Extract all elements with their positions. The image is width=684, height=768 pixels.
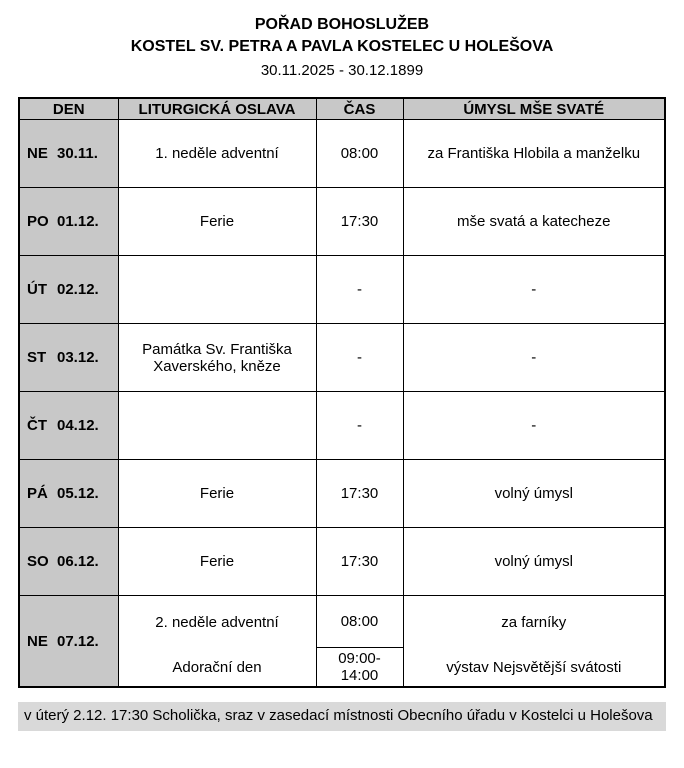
cell-umysl: volný úmysl [403,460,665,528]
header-row [19,98,665,120]
table-row [19,324,665,392]
table-row [19,460,665,528]
day-date: 05.12. [57,485,99,503]
day-abbrev: PO [27,213,49,231]
page-subtitle: KOSTEL SV. PETRA A PAVLA KOSTELEC U HOLEŠOVA [130,38,554,56]
table-row [19,256,665,324]
cell-oslava: Památka Sv. Františka Xaverského, kněze [118,324,316,392]
column-header-umysl: ÚMYSL MŠE SVATÉ [403,98,665,120]
cell-oslava: Ferie [118,460,316,528]
cell-den [19,120,118,188]
cell-umysl: - [403,256,665,324]
day-abbrev: NE [27,632,48,650]
day-date: 02.12. [57,281,99,299]
cell-den [19,392,118,460]
cell-umysl: - [403,392,665,460]
column-header-den: DEN [19,98,118,120]
cell-oslava-secondary: Adorační den [118,648,316,688]
cell-oslava [118,392,316,460]
cell-umysl: za Františka Hlobila a manželku [403,120,665,188]
table-row [19,188,665,256]
table-row [19,120,665,188]
cell-oslava [118,256,316,324]
title-block [18,14,666,81]
day-date: 30.11. [57,145,98,163]
cell-cas: 08:00 [316,596,403,648]
cell-den [19,528,118,596]
page-title: POŘAD BOHOSLUŽEB [254,16,430,33]
cell-den [19,596,118,688]
date-range: 30.11.2025 - 30.12.1899 [260,61,424,79]
cell-umysl: volný úmysl [403,528,665,596]
cell-oslava: 2. neděle adventní [118,596,316,648]
cell-umysl-secondary: výstav Nejsvětější svátosti [403,648,665,688]
day-abbrev: ÚT [27,281,47,299]
cell-cas: 17:30 [316,460,403,528]
cell-umysl: - [403,324,665,392]
cell-den [19,460,118,528]
table-header [19,98,665,120]
cell-den [19,188,118,256]
day-date: 03.12. [57,349,99,367]
cell-umysl: mše svatá a katecheze [403,188,665,256]
cell-cas: 17:30 [316,528,403,596]
cell-cas: - [316,256,403,324]
day-abbrev: PÁ [27,485,48,503]
cell-oslava: Ferie [118,188,316,256]
day-abbrev: ST [27,349,47,367]
cell-cas: 17:30 [316,188,403,256]
cell-oslava: 1. neděle adventní [118,120,316,188]
column-header-oslava: LITURGICKÁ OSLAVA [118,98,316,120]
day-abbrev: NE [27,145,48,163]
column-header-cas: ČAS [316,98,403,120]
cell-umysl: za farníky [403,596,665,648]
cell-den [19,324,118,392]
schedule-table [18,97,666,689]
footer-note: v úterý 2.12. 17:30 Scholička, sraz v zasedací místnosti Obecního úřadu v Kostelci u Holešova [18,702,666,731]
table-row [19,596,665,648]
day-date: 06.12. [57,553,99,571]
day-abbrev: SO [27,553,49,571]
cell-cas: - [316,392,403,460]
day-date: 01.12. [57,213,99,231]
cell-oslava: Ferie [118,528,316,596]
cell-cas-secondary: 09:00-14:00 [316,648,403,688]
table-row [19,528,665,596]
cell-den [19,256,118,324]
cell-cas: - [316,324,403,392]
day-date: 07.12. [57,632,99,650]
day-abbrev: ČT [27,417,47,435]
table-row [19,392,665,460]
cell-cas: 08:00 [316,120,403,188]
day-date: 04.12. [57,417,99,435]
